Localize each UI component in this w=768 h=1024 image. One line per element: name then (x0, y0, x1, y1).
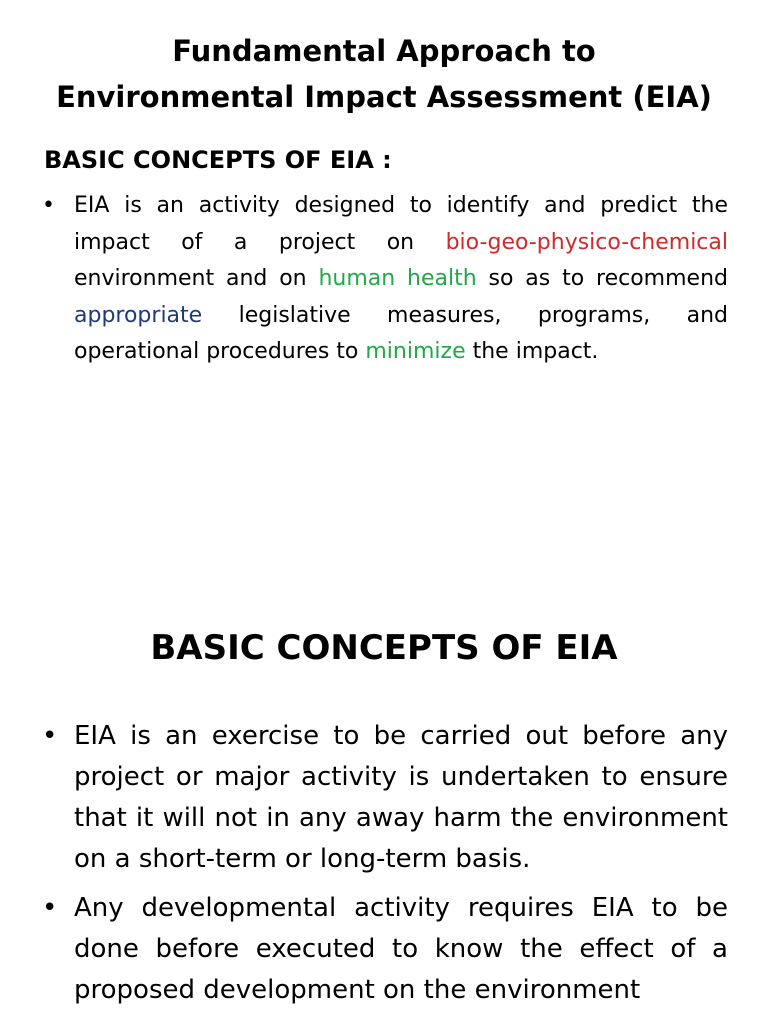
slide-1-title-line-1: Fundamental Approach to (172, 34, 596, 68)
bullet-text: EIA is an exercise to be carried out before any project or major activity is undertaken to ensure that it will not in any away harm the environment on a short-term or long-term basis. (74, 721, 728, 874)
slide-2-bullet-item (0, 888, 768, 1011)
slide-1-title-line-2: Environmental Impact Assessment (EIA) (56, 80, 712, 114)
bullet-icon: • (42, 193, 55, 218)
slide-1-bullet-list (0, 188, 768, 371)
slide-1-title (0, 28, 768, 120)
highlight-bio-geo-physico-chemical: bio-geo-physico-chemical (445, 229, 728, 255)
bullet-text: Any developmental activity requires EIA to be done before executed to know the effect of a proposed development on the environment (74, 893, 728, 1005)
highlight-minimize: minimize (365, 339, 466, 364)
slide-2-bullet-list (0, 716, 768, 1011)
highlight-appropriate: appropriate (74, 302, 203, 328)
highlight-human-health: human health (318, 266, 477, 291)
bullet-icon: • (42, 893, 58, 923)
slide-2-title: BASIC CONCEPTS OF EIA (150, 628, 618, 668)
slide-1-subheading: BASIC CONCEPTS OF EIA : (44, 146, 392, 174)
bullet-text: EIA is an activity designed to identify and predict the impact of a project on (74, 193, 728, 255)
slide-2-bullet-item (0, 716, 768, 880)
bullet-text: environment and on (74, 266, 319, 291)
bullet-text: legislative measures, programs, and operational procedures to (74, 302, 728, 364)
slide-2 (0, 520, 768, 1024)
slide-1-bullet-item (0, 188, 768, 371)
bullet-icon: • (42, 721, 58, 751)
bullet-text: the impact. (465, 339, 599, 364)
bullet-text: so as to recommend (476, 266, 728, 291)
